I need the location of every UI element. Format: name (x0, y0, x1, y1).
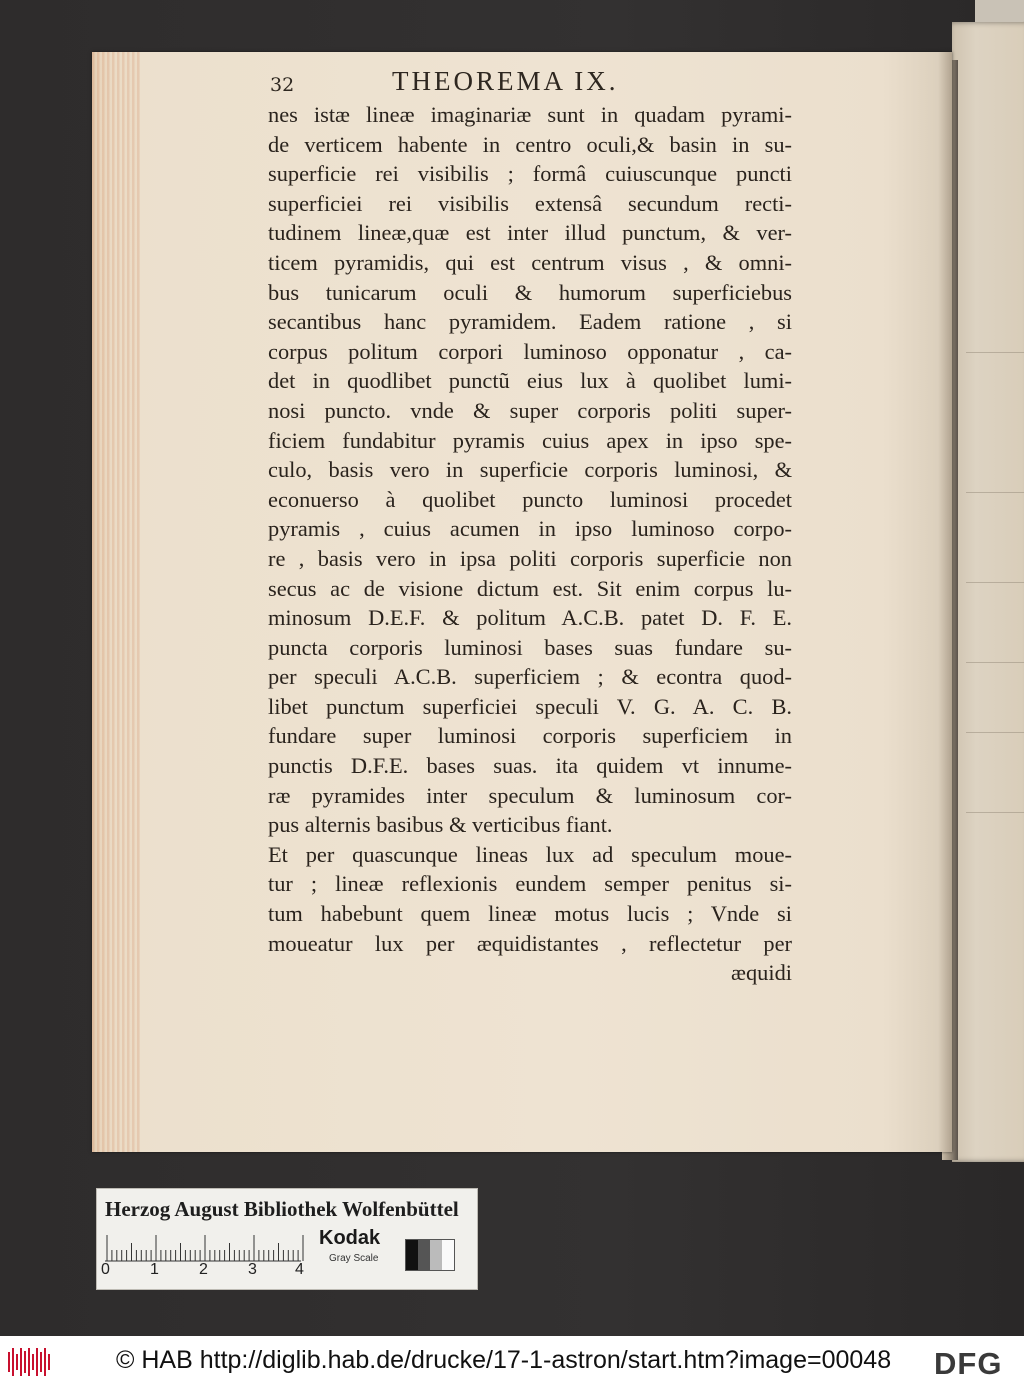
catchword: æquidi (731, 960, 792, 986)
copyright-link[interactable]: © HAB http://diglib.hab.de/drucke/17-1-astron/start.htm?image=00048 (116, 1346, 892, 1374)
ruler-number: 2 (199, 1261, 208, 1278)
text-line: re , basis vero in ipsa politi corporis superficie non (268, 545, 792, 571)
neighbor-rule (966, 492, 1024, 493)
text-line: culo, basis vero in superficie corporis luminosi, & (268, 457, 792, 483)
gutter-shadow (938, 52, 952, 1152)
neighbor-rule (966, 812, 1024, 813)
text-line: minosum D.E.F. & politum A.C.B. patet D. F. E. (268, 605, 792, 631)
body-text (268, 100, 792, 988)
text-line: tur ; lineæ reflexionis eundem semper penitus si- (268, 871, 792, 897)
text-line: ficiem fundabitur pyramis cuius apex in ipso spe- (268, 427, 792, 453)
swatch-dark (418, 1240, 430, 1270)
text-line: Et per quascunque lineas lux ad speculum moue- (268, 841, 792, 867)
text-line: secus ac de visione dictum est. Sit enim corpus lu- (268, 575, 792, 601)
library-label (96, 1188, 478, 1290)
swatch-black (406, 1240, 418, 1270)
text-line: det in quodlibet punctũ eius lux à quolibet lumi- (268, 368, 792, 394)
dfg-logo: DFG (934, 1346, 1003, 1381)
ruler-number: 3 (248, 1261, 257, 1278)
neighbor-rule (966, 662, 1024, 663)
text-line: de verticem habente in centro oculi,& basin in su- (268, 131, 792, 157)
footer-bar (0, 1336, 1024, 1389)
ruler-number: 0 (101, 1261, 110, 1278)
library-name: Herzog August Bibliothek Wolfenbüttel (105, 1197, 459, 1221)
text-line: nosi puncto. vnde & super corporis politi super- (268, 397, 792, 423)
gray-scale-swatches (405, 1239, 455, 1271)
text-line: ticem pyramidis, qui est centrum visus , & omni- (268, 249, 792, 275)
text-line: corpus politum corpori luminoso opponatur , ca- (268, 338, 792, 364)
page-edge-stain (92, 52, 140, 1152)
text-line: tum habebunt quem lineæ motus lucis ; Vnde si (268, 901, 792, 927)
text-line: superficie rei visibilis ; formâ cuiuscunque puncti (268, 161, 792, 187)
text-line: econuerso à quolibet puncto luminosi procedet (268, 486, 792, 512)
neighbor-rule (966, 582, 1024, 583)
text-line: bus tunicarum oculi & humorum superficiebus (268, 279, 792, 305)
ruler-scale (105, 1231, 305, 1265)
neighbor-rule (966, 732, 1024, 733)
text-line: secantibus hanc pyramidem. Eadem ratione , si (268, 309, 792, 335)
text-line: per speculi A.C.B. superficiem ; & econtra quod- (268, 664, 792, 690)
hab-barcode-icon (8, 1346, 50, 1378)
gray-scale-caption: Gray Scale (329, 1253, 379, 1264)
text-line: nes istæ lineæ imaginariæ sunt in quadam pyrami- (268, 102, 792, 127)
text-line: puncta corporis luminosi bases suas fundare su- (268, 634, 792, 660)
text-line: superficiei rei visibilis extensâ secundum recti- (268, 190, 792, 216)
neighbor-rule (966, 352, 1024, 353)
text-line: fundare super luminosi corporis superficiem in (268, 723, 792, 749)
running-title: THEOREMA IX. (392, 66, 619, 96)
neighbor-page (952, 22, 1024, 1162)
swatch-light (430, 1240, 442, 1270)
text-line: pus alternis basibus & verticibus fiant. (268, 812, 613, 838)
ruler-number: 1 (150, 1261, 159, 1278)
ruler-number: 4 (295, 1261, 304, 1278)
text-line: ræ pyramides inter speculum & luminosum cor- (268, 782, 792, 808)
page-number: 32 (270, 74, 295, 96)
text-line: libet punctum superficiei speculi V. G. A. C. B. (268, 693, 792, 719)
text-line: moueatur lux per æquidistantes , reflectetur per (268, 930, 792, 956)
text-line: punctis D.F.E. bases suas. ita quidem vt innume- (268, 753, 792, 779)
kodak-logo: Kodak (319, 1227, 381, 1249)
swatch-white (442, 1240, 454, 1270)
text-line: pyramis , cuius acumen in ipso luminoso corpo- (268, 516, 792, 542)
text-line: tudinem lineæ,quæ est inter illud punctum, & ver- (268, 220, 792, 246)
